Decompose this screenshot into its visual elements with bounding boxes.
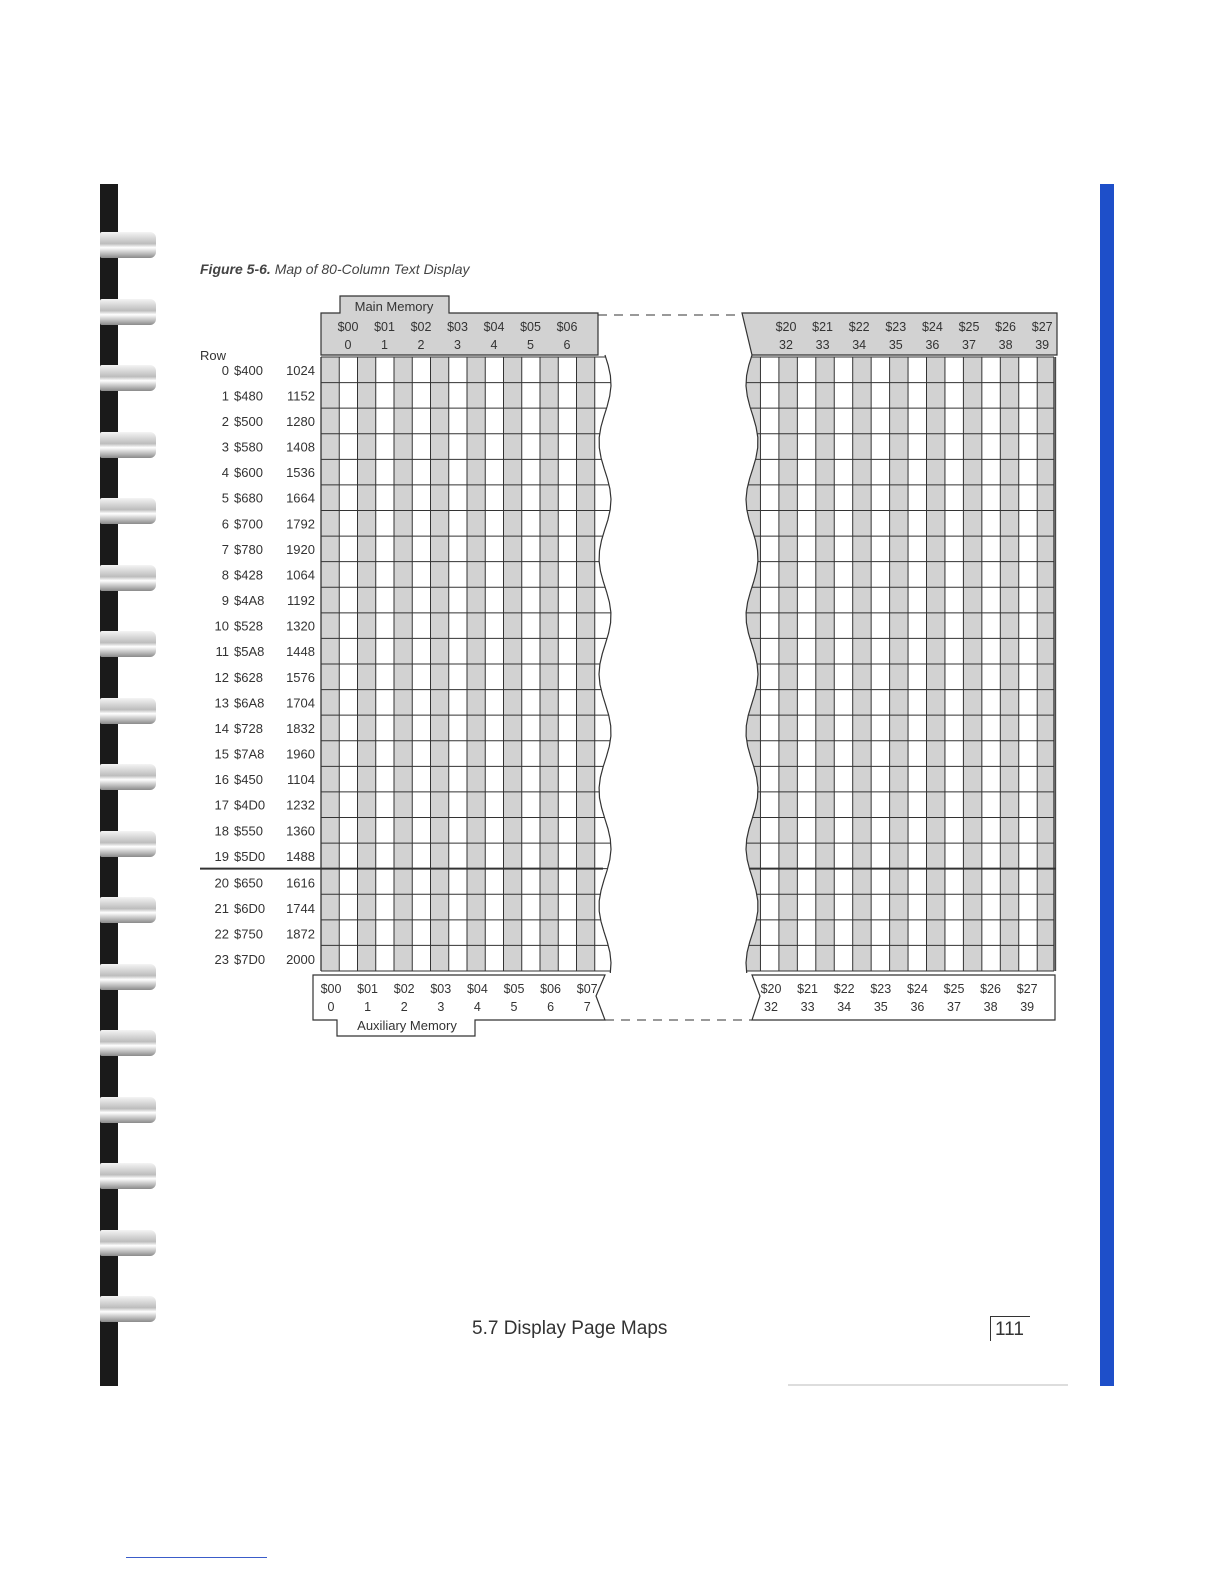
aux-col-num-label: 7 [583, 1000, 591, 1014]
main-col-num-label: 1 [381, 338, 388, 352]
row-decimal-address-label: 1320 [286, 618, 315, 634]
row-number-label: 1 [221, 388, 229, 404]
aux-col-hex-label: $06 [540, 982, 562, 996]
main-col-hex-label: $20 [775, 320, 797, 334]
aux-col-num-label: 6 [547, 1000, 555, 1014]
main-col-hex-label: $02 [410, 320, 432, 334]
aux-col-num-label: 38 [983, 1000, 998, 1014]
row-hex-address-label: $550 [234, 823, 263, 839]
row-number-label: 16 [214, 772, 229, 788]
aux-col-hex-label: $00 [320, 982, 342, 996]
row-number-label: 13 [214, 695, 229, 711]
main-col-num-label: 32 [779, 338, 793, 352]
row-number-label: 2 [221, 413, 229, 429]
main-col-hex-label: $26 [995, 320, 1017, 334]
row-number-label: 7 [221, 541, 229, 557]
main-col-num-label: 3 [454, 338, 461, 352]
aux-col-num-label: 5 [510, 1000, 518, 1014]
row-decimal-address-label: 1704 [286, 695, 315, 711]
row-hex-address-label: $5D0 [234, 848, 266, 864]
row-decimal-address-label: 1744 [286, 901, 315, 917]
aux-col-hex-label: $27 [1016, 982, 1038, 996]
row-number-label: 17 [214, 797, 229, 813]
row-number-label: 4 [221, 465, 229, 481]
row-number-label: 8 [221, 567, 229, 583]
row-hex-address-label: $428 [234, 567, 263, 583]
main-col-num-label: 0 [344, 338, 352, 352]
row-decimal-address-label: 1448 [286, 644, 315, 660]
row-decimal-address-label: 1576 [286, 669, 315, 685]
main-col-hex-label: $22 [848, 320, 870, 334]
row-hex-address-label: $400 [234, 362, 263, 378]
aux-col-hex-label: $05 [503, 982, 525, 996]
aux-memory-column [1056, 357, 1074, 971]
aux-col-hex-label: $02 [393, 982, 415, 996]
row-decimal-address-label: 1488 [286, 848, 315, 864]
row-number-label: 3 [221, 439, 229, 455]
main-col-num-label: 5 [527, 338, 534, 352]
row-decimal-address-label: 1064 [286, 567, 315, 583]
row-hex-address-label: $650 [234, 875, 263, 891]
main-col-hex-label: $24 [921, 320, 943, 334]
row-hex-address-label: $700 [234, 516, 263, 532]
page-number: 111 [990, 1316, 1030, 1341]
section-title: 5.7 Display Page Maps [472, 1318, 668, 1339]
aux-col-hex-label: $04 [466, 982, 488, 996]
main-col-num-label: 39 [1035, 338, 1050, 352]
aux-col-num-label: 34 [837, 1000, 852, 1014]
row-decimal-address-label: 1360 [286, 823, 315, 839]
row-number-label: 22 [214, 926, 229, 942]
row-decimal-address-label: 1616 [286, 875, 315, 891]
aux-col-hex-label: $23 [870, 982, 892, 996]
main-memory-label: Main Memory [354, 299, 434, 314]
main-col-num-label: 4 [490, 338, 498, 352]
main-col-num-label: 34 [852, 338, 867, 352]
main-col-hex-label: $04 [483, 320, 505, 334]
row-hex-address-label: $7D0 [234, 952, 266, 968]
row-decimal-address-label: 1408 [286, 439, 315, 455]
aux-col-hex-label: $07 [576, 982, 598, 996]
aux-col-num-label: 0 [327, 1000, 335, 1014]
aux-col-num-label: 39 [1020, 1000, 1035, 1014]
aux-memory-label: Auxiliary Memory [357, 1018, 457, 1033]
aux-col-hex-label: $24 [906, 982, 928, 996]
main-col-num-label: 33 [815, 338, 830, 352]
row-hex-address-label: $528 [234, 618, 263, 634]
right-torn-edge-mask [700, 355, 758, 973]
row-decimal-address-label: 1192 [287, 593, 315, 609]
row-decimal-address-label: 1960 [286, 746, 315, 762]
row-decimal-address-label: 1832 [286, 720, 315, 736]
aux-col-num-label: 33 [800, 1000, 815, 1014]
main-col-hex-label: $27 [1031, 320, 1053, 334]
main-col-hex-label: $03 [447, 320, 468, 334]
grid-body [742, 357, 1074, 971]
row-hex-address-label: $500 [234, 413, 263, 429]
row-hex-address-label: $5A8 [234, 644, 265, 660]
row-number-label: 9 [221, 593, 229, 609]
row-number-label: 0 [221, 362, 229, 378]
row-hex-address-label: $750 [234, 926, 263, 942]
page-shadow [788, 1384, 1068, 1386]
main-col-hex-label: $23 [885, 320, 907, 334]
row-hex-address-label: $628 [234, 669, 263, 685]
row-hex-address-label: $600 [234, 465, 263, 481]
grid-body [321, 357, 615, 971]
main-col-hex-label: $05 [520, 320, 541, 334]
row-number-label: 20 [214, 875, 229, 891]
row-decimal-address-label: 1024 [286, 362, 315, 378]
row-decimal-address-label: 1536 [286, 465, 315, 481]
aux-col-hex-label: $26 [980, 982, 1002, 996]
row-header-label: Row [200, 348, 227, 363]
row-hex-address-label: $680 [234, 490, 263, 506]
row-hex-address-label: $7A8 [234, 746, 265, 762]
main-col-hex-label: $06 [556, 320, 578, 334]
left-torn-edge-mask [599, 355, 700, 973]
figure-label: Figure 5-6. [200, 261, 271, 277]
row-decimal-address-label: 1232 [286, 797, 315, 813]
figure-title: Map of 80-Column Text Display [274, 261, 470, 277]
row-decimal-address-label: 1280 [286, 413, 315, 429]
bottom-rule [126, 1557, 267, 1558]
main-col-hex-label: $01 [374, 320, 395, 334]
row-decimal-address-label: 2000 [286, 952, 315, 968]
row-number-label: 14 [214, 720, 229, 736]
row-hex-address-label: $780 [234, 541, 263, 557]
row-hex-address-label: $4A8 [234, 593, 265, 609]
row-number-label: 12 [214, 669, 229, 685]
main-col-num-label: 6 [563, 338, 571, 352]
main-col-num-label: 38 [998, 338, 1013, 352]
aux-col-num-label: 35 [873, 1000, 888, 1014]
main-col-num-label: 2 [417, 338, 425, 352]
row-number-label: 6 [221, 516, 229, 532]
row-decimal-address-label: 1152 [287, 388, 315, 404]
row-hex-address-label: $6A8 [234, 695, 265, 711]
aux-col-num-label: 32 [764, 1000, 778, 1014]
aux-col-hex-label: $22 [833, 982, 855, 996]
aux-col-hex-label: $20 [760, 982, 782, 996]
main-col-num-label: 36 [925, 338, 940, 352]
row-number-label: 11 [215, 644, 229, 660]
aux-col-hex-label: $21 [797, 982, 819, 996]
row-number-label: 19 [214, 848, 229, 864]
main-col-hex-label: $25 [958, 320, 980, 334]
row-decimal-address-label: 1664 [286, 490, 315, 506]
row-number-label: 15 [214, 746, 229, 762]
row-hex-address-label: $580 [234, 439, 263, 455]
aux-col-num-label: 2 [400, 1000, 408, 1014]
main-col-hex-label: $00 [337, 320, 359, 334]
aux-col-num-label: 3 [437, 1000, 445, 1014]
row-number-label: 23 [214, 952, 229, 968]
main-col-num-label: 37 [962, 338, 976, 352]
aux-col-hex-label: $25 [943, 982, 965, 996]
row-hex-address-label: $728 [234, 720, 263, 736]
row-hex-address-label: $4D0 [234, 797, 266, 813]
aux-col-num-label: 37 [947, 1000, 961, 1014]
main-col-num-label: 35 [888, 338, 903, 352]
row-decimal-address-label: 1872 [286, 926, 315, 942]
row-number-label: 18 [214, 823, 229, 839]
row-number-label: 10 [214, 618, 229, 634]
row-decimal-address-label: 1104 [287, 772, 315, 788]
row-number-label: 5 [221, 490, 229, 506]
aux-col-hex-label: $03 [430, 982, 452, 996]
aux-col-num-label: 4 [473, 1000, 481, 1014]
aux-col-num-label: 1 [364, 1000, 372, 1014]
aux-col-hex-label: $01 [357, 982, 379, 996]
main-col-hex-label: $21 [812, 320, 834, 334]
row-hex-address-label: $450 [234, 772, 263, 788]
row-number-label: 21 [214, 901, 229, 917]
aux-col-num-label: 36 [910, 1000, 925, 1014]
row-decimal-address-label: 1792 [286, 516, 315, 532]
row-hex-address-label: $6D0 [234, 901, 266, 917]
row-hex-address-label: $480 [234, 388, 263, 404]
row-decimal-address-label: 1920 [286, 541, 315, 557]
